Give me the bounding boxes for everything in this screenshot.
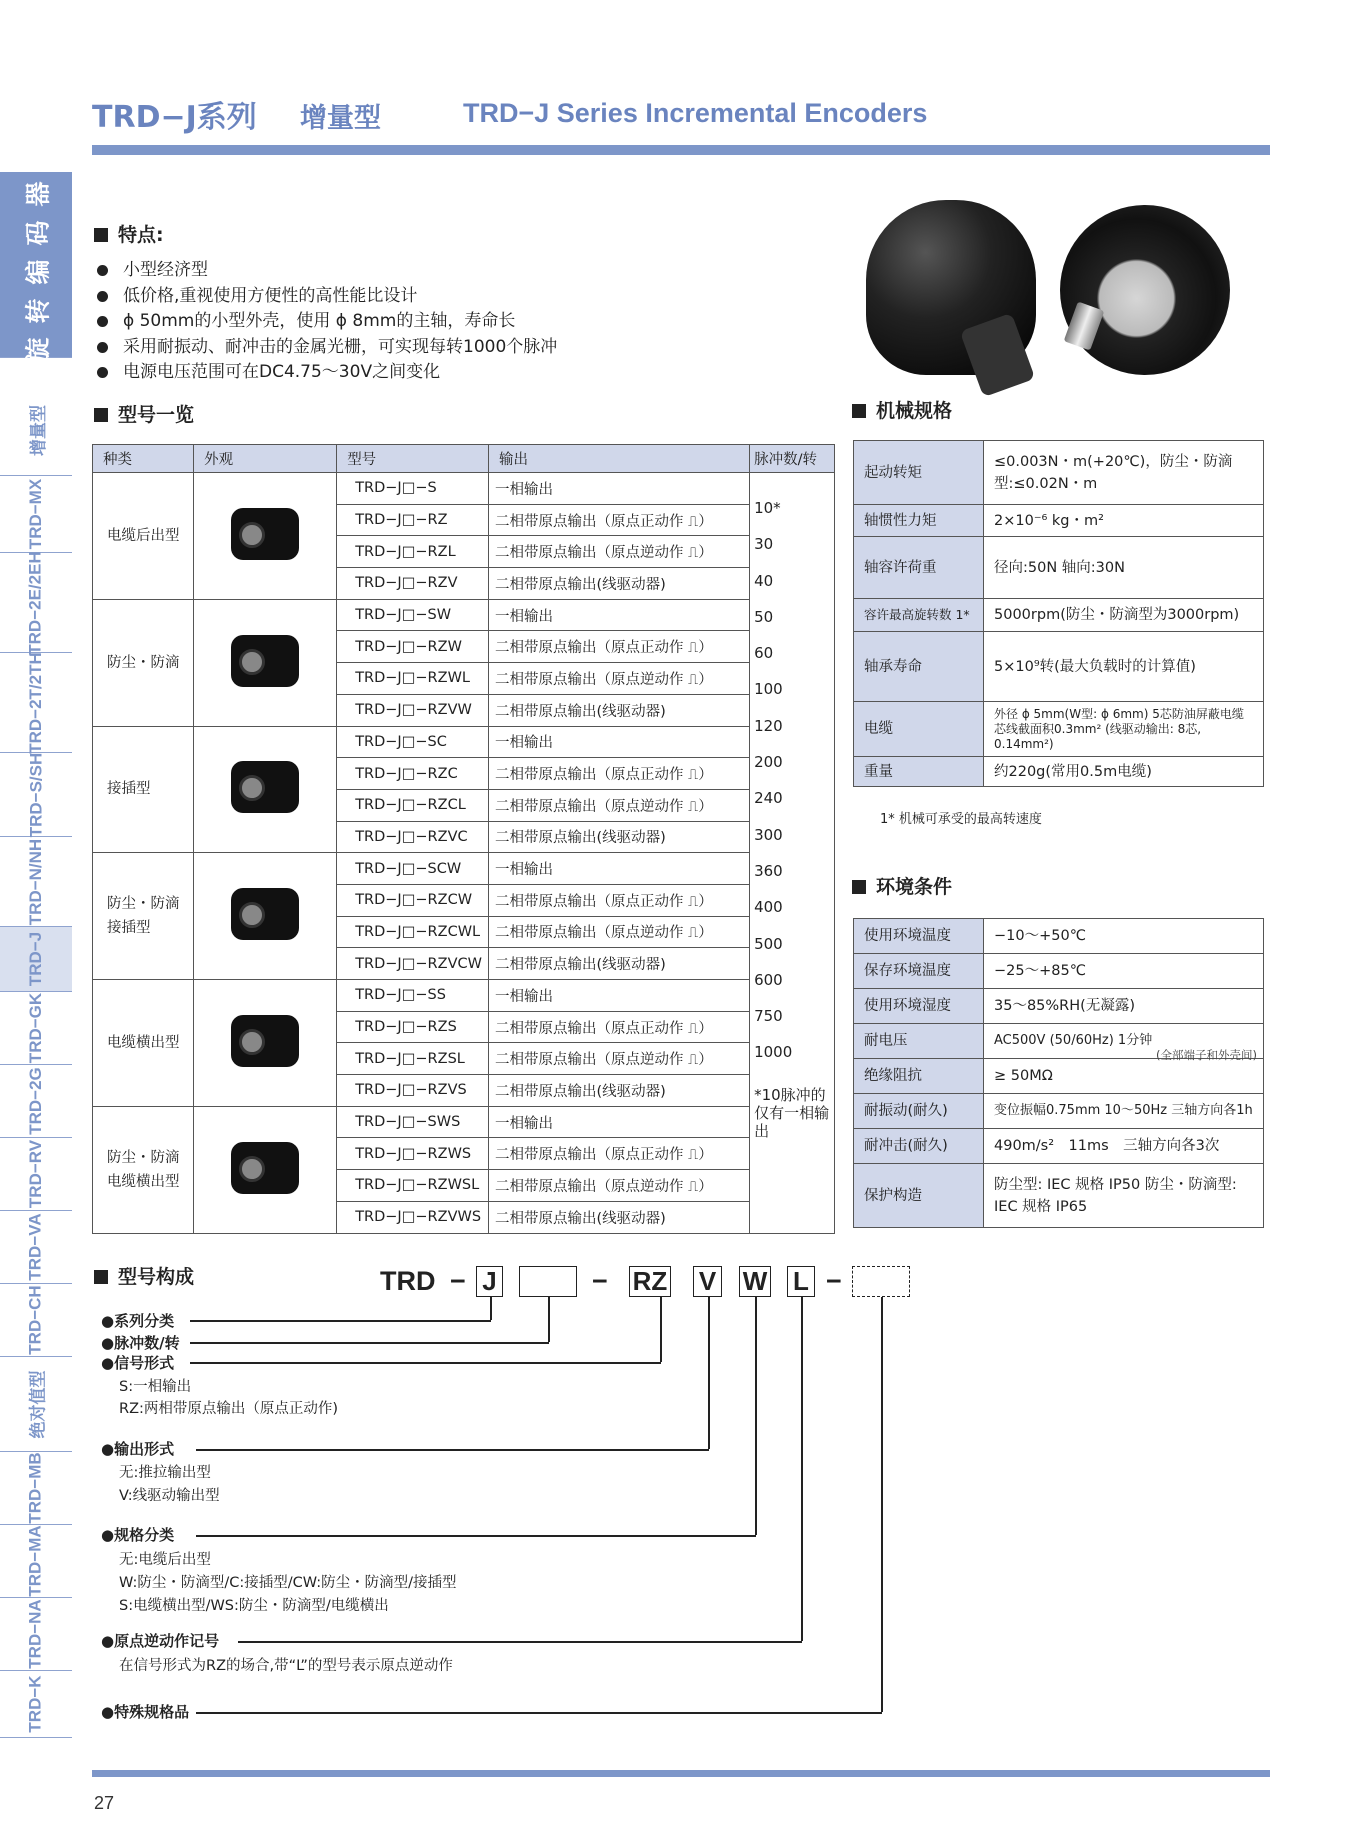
sidebar-item-2t[interactable]: TRD−2T/2TH (0, 653, 72, 753)
env-key: 保存环境温度 (854, 954, 984, 989)
sidebar-item-2e[interactable]: TRD−2E/2EH (0, 553, 72, 653)
code-dash: − (450, 1266, 466, 1296)
model-cell: TRD−J□−RZCW (337, 884, 489, 916)
output-cell: 二相带原点输出（原点正动作 ⎍） (488, 758, 749, 790)
output-cell: 二相带原点输出(线驱动器) (488, 694, 749, 726)
col-header: 输出 (488, 445, 749, 473)
output-cell: 二相带原点输出（原点逆动作 ⎍） (488, 1170, 749, 1202)
output-cell: 二相带原点输出(线驱动器) (488, 948, 749, 980)
encoder-image (231, 888, 299, 940)
title-cn: TRD−J系列 (92, 100, 257, 135)
output-cell: 二相带原点输出（原点逆动作 ⎍） (488, 663, 749, 695)
sidebar-item-n[interactable]: TRD−N/NH (0, 837, 72, 927)
env-value: −10～+50℃ (984, 919, 1264, 954)
table-row (93, 980, 835, 1012)
output-cell: 二相带原点输出（原点正动作 ⎍） (488, 1011, 749, 1043)
structure-sub: 无:推拉输出型 (119, 1465, 211, 1481)
env-key: 使用环境湿度 (854, 989, 984, 1024)
title-en: TRD−J Series Incremental Encoders (463, 98, 928, 128)
model-cell: TRD−J□−RZV (337, 568, 489, 600)
output-cell: 一相输出 (488, 853, 749, 885)
appearance-image (194, 599, 337, 726)
pulse-value: 10* (754, 499, 781, 517)
env-key: 耐振动(耐久) (854, 1094, 984, 1129)
mech-note: 1* 机械可承受的最高转速度 (880, 812, 1042, 827)
sidebar-item-gk[interactable]: TRD−GK (0, 992, 72, 1065)
table-row (93, 853, 835, 885)
encoder-image (231, 1015, 299, 1067)
pulse-value: 300 (754, 825, 783, 844)
model-cell: TRD−J□−RZW (337, 631, 489, 663)
model-cell: TRD−J□−SS (337, 980, 489, 1012)
env-key: 保护构造 (854, 1164, 984, 1228)
model-cell: TRD−J□−RZVS (337, 1075, 489, 1107)
model-cell: TRD−J□−RZVCW (337, 948, 489, 980)
mech-value: 2×10⁻⁶ kg・m² (984, 505, 1264, 537)
col-header: 脉冲数/转 (750, 445, 835, 473)
encoder-image (231, 508, 299, 560)
model-cell: TRD−J□−RZSL (337, 1043, 489, 1075)
col-header: 型号 (337, 445, 489, 473)
type-cell: 接插型 (93, 726, 194, 853)
table-row (93, 1106, 835, 1138)
product-photo-front (1060, 205, 1230, 375)
pulse-value: 750 (754, 1007, 783, 1026)
env-value: 防尘型: IEC 规格 IP50 防尘・防滴型: IEC 规格 IP65 (984, 1164, 1264, 1228)
env-volt-note: (全部端子和外壳间) (1156, 1048, 1257, 1062)
code-dash: − (826, 1266, 842, 1296)
pulse-value: 40 (754, 571, 774, 590)
output-cell: 一相输出 (488, 599, 749, 631)
env-value: 35～85%RH(无凝露) (984, 989, 1264, 1024)
footer-bar (92, 1770, 1270, 1777)
structure-heading: 型号构成 (94, 1262, 194, 1289)
mech-key: 容许最高旋转数 1* (854, 599, 984, 632)
structure-sub: S:一相输出 (119, 1379, 192, 1395)
type-cell: 防尘・防滴 接插型 (93, 853, 194, 980)
mech-value: ≤0.003N・m(+20℃)，防尘・防滴型:≤0.02N・m (984, 441, 1264, 505)
sidebar-item-mx[interactable]: TRD−MX (0, 476, 72, 553)
col-header: 种类 (93, 445, 194, 473)
structure-sub: 无:电缆后出型 (119, 1552, 211, 1568)
model-cell: TRD−J□−RZL (337, 536, 489, 568)
model-cell: TRD−J□−RZWL (337, 663, 489, 695)
mech-value: 5×10⁹转(最大负载时的计算值) (984, 632, 1264, 702)
pulse-value: 500 (754, 934, 783, 953)
code-trd: TRD (380, 1266, 436, 1296)
code-box-pulse (519, 1266, 577, 1297)
model-cell: TRD−J□−SC (337, 726, 489, 758)
sidebar-item-incremental[interactable]: 增量型 (0, 386, 72, 476)
output-cell: 二相带原点输出(线驱动器) (488, 821, 749, 853)
model-cell: TRD−J□−RZCWL (337, 916, 489, 948)
pulse-value: 100 (754, 680, 783, 699)
appearance-image (194, 980, 337, 1107)
appearance-image (194, 726, 337, 853)
env-table (853, 918, 1264, 1228)
env-value: 490m/s² 11ms 三轴方向各3次 (984, 1129, 1264, 1164)
output-cell: 二相带原点输出（原点逆动作 ⎍） (488, 1043, 749, 1075)
model-cell: TRD−J□−RZVC (337, 821, 489, 853)
mech-key: 轴承寿命 (854, 632, 984, 702)
mech-key: 电缆 (854, 702, 984, 757)
output-cell: 一相输出 (488, 726, 749, 758)
model-cell: TRD−J□−RZCL (337, 789, 489, 821)
structure-sub: 在信号形式为RZ的场合,带“L”的型号表示原点逆动作 (119, 1658, 453, 1674)
pulse-value: 400 (754, 898, 783, 917)
mech-value: 外径 ϕ 5mm(W型: ϕ 6mm) 5芯防油屏蔽电缆芯线截面积0.3mm² (线驱动输出: 8芯, 0.14mm²) (984, 702, 1264, 757)
pulse-value: 600 (754, 970, 783, 989)
type-cell: 电缆横出型 (93, 980, 194, 1107)
col-header: 外观 (194, 445, 337, 473)
table-row (93, 726, 835, 758)
table-row (93, 473, 835, 505)
env-value: 变位振幅0.75mm 10～50Hz 三轴方向各1h (984, 1094, 1264, 1129)
model-cell: TRD−J□−RZWS (337, 1138, 489, 1170)
output-cell: 一相输出 (488, 980, 749, 1012)
encoder-image (231, 1142, 299, 1194)
sidebar-item-j[interactable]: TRD−J (0, 927, 72, 992)
pulse-value: 120 (754, 716, 783, 735)
appearance-image (194, 1106, 337, 1233)
output-cell: 二相带原点输出（原点逆动作 ⎍） (488, 916, 749, 948)
feature-item: ϕ 50mm的小型外壳，使用 ϕ 8mm的主轴，寿命长 (95, 309, 557, 335)
mech-key: 轴惯性力矩 (854, 505, 984, 537)
structure-item: ●规格分类 (101, 1526, 175, 1544)
structure-sub: W:防尘・防滴型/C:接插型/CW:防尘・防滴型/接插型 (119, 1575, 457, 1591)
env-value: ≥ 50MΩ (984, 1059, 1264, 1094)
code-dash: − (592, 1266, 608, 1296)
pulse-value: 1000 (754, 1043, 793, 1062)
model-cell: TRD−J□−RZS (337, 1011, 489, 1043)
env-value: −25～+85℃ (984, 954, 1264, 989)
type-cell: 电缆后出型 (93, 473, 194, 600)
output-cell: 二相带原点输出（原点正动作 ⎍） (488, 631, 749, 663)
pulse-value: 240 (754, 789, 783, 808)
model-cell: TRD−J□−SCW (337, 853, 489, 885)
sidebar-item-na[interactable]: TRD−NA (0, 1598, 72, 1671)
pulse-note: *10脉冲的仅有一相输出 (754, 1085, 830, 1140)
encoder-image (231, 761, 299, 813)
type-cell: 防尘・防滴 (93, 599, 194, 726)
model-cell: TRD−J□−RZ (337, 504, 489, 536)
env-key: 绝缘阻抗 (854, 1059, 984, 1094)
output-cell: 二相带原点输出(线驱动器) (488, 568, 749, 600)
env-key: 耐冲击(耐久) (854, 1129, 984, 1164)
mech-key: 轴容许荷重 (854, 537, 984, 599)
sidebar-item-rv[interactable]: TRD−RV (0, 1138, 72, 1211)
code-box-reverse: L (787, 1266, 815, 1297)
table-row (93, 599, 835, 631)
sidebar-item-rotary-encoder[interactable]: 旋转编码器 (0, 172, 72, 358)
code-box-series: J (476, 1266, 503, 1297)
pulse-value: 50 (754, 607, 774, 626)
code-box-signal: RZ (629, 1266, 671, 1297)
appearance-image (194, 853, 337, 980)
code-box-special (852, 1266, 910, 1297)
structure-sub: S:电缆横出型/WS:防尘・防滴型/电缆横出 (119, 1598, 389, 1614)
structure-item: ●原点逆动作记号 (101, 1632, 220, 1650)
structure-item: ●输出形式 (101, 1440, 175, 1458)
type-cell: 防尘・防滴 电缆横出型 (93, 1106, 194, 1233)
structure-item: ●信号形式 (101, 1354, 175, 1372)
model-cell: TRD−J□−RZC (337, 758, 489, 790)
structure-sub: RZ:两相带原点输出（原点正动作) (119, 1401, 339, 1417)
model-list-heading: 型号一览 (94, 400, 194, 427)
structure-sub: V:线驱动输出型 (119, 1488, 220, 1504)
pulse-value: 30 (754, 535, 774, 554)
env-key: 使用环境温度 (854, 919, 984, 954)
feature-item: 电源电压范围可在DC4.75～30V之间变化 (95, 360, 557, 386)
output-cell: 一相输出 (488, 473, 749, 505)
code-box-spec: W (739, 1266, 771, 1297)
sidebar-item-ma[interactable]: TRD−MA (0, 1525, 72, 1598)
mech-table (853, 440, 1264, 787)
env-heading: 环境条件 (852, 872, 952, 899)
mech-value: 径向:50N 轴向:30N (984, 537, 1264, 599)
features-heading: 特点: (94, 220, 164, 247)
output-cell: 二相带原点输出（原点逆动作 ⎍） (488, 789, 749, 821)
output-cell: 二相带原点输出（原点正动作 ⎍） (488, 884, 749, 916)
structure-item: ●脉冲数/转 (101, 1334, 180, 1352)
model-cell: TRD−J□−SW (337, 599, 489, 631)
title-cn-type: 增量型 (300, 103, 381, 134)
page-number: 27 (94, 1793, 115, 1813)
sidebar-item-ch[interactable]: TRD−CH (0, 1284, 72, 1357)
structure-item: ●系列分类 (101, 1312, 175, 1330)
model-cell: TRD−J□−RZVW (337, 694, 489, 726)
encoder-image (231, 635, 299, 687)
sidebar-item-2g[interactable]: TRD−2G (0, 1065, 72, 1138)
appearance-image (194, 473, 337, 600)
mech-heading: 机械规格 (852, 396, 952, 423)
header-bar (92, 145, 1270, 155)
output-cell: 二相带原点输出(线驱动器) (488, 1201, 749, 1233)
env-key: 耐电压 (854, 1024, 984, 1059)
sidebar-item-mb[interactable]: TRD−MB (0, 1452, 72, 1525)
mech-key: 重量 (854, 757, 984, 787)
model-cell: TRD−J□−S (337, 473, 489, 505)
model-list-table (92, 444, 835, 1234)
feature-item: 采用耐振动、耐冲击的金属光栅，可实现每转1000个脉冲 (95, 335, 557, 361)
pulse-value: 60 (754, 644, 774, 663)
output-cell: 一相输出 (488, 1106, 749, 1138)
mech-value: 5000rpm(防尘・防滴型为3000rpm) (984, 599, 1264, 632)
model-cell: TRD−J□−SWS (337, 1106, 489, 1138)
output-cell: 二相带原点输出（原点正动作 ⎍） (488, 1138, 749, 1170)
structure-item: ●特殊规格品 (101, 1703, 190, 1721)
output-cell: 二相带原点输出（原点正动作 ⎍） (488, 504, 749, 536)
pulse-value: 200 (754, 753, 783, 772)
sidebar-item-va[interactable]: TRD−VA (0, 1211, 72, 1284)
pulse-value: 360 (754, 861, 783, 880)
output-cell: 二相带原点输出（原点逆动作 ⎍） (488, 536, 749, 568)
mech-value: 约220g(常用0.5m电缆) (984, 757, 1264, 787)
output-cell: 二相带原点输出(线驱动器) (488, 1075, 749, 1107)
code-box-output: V (693, 1266, 722, 1297)
model-cell: TRD−J□−RZVWS (337, 1201, 489, 1233)
model-cell: TRD−J□−RZWSL (337, 1170, 489, 1202)
pulse-cell (750, 473, 835, 1234)
sidebar-item-k[interactable]: TRD−K (0, 1671, 72, 1738)
sidebar-item-s[interactable]: TRD−S/SH (0, 753, 72, 837)
feature-item: 低价格,重视使用方便性的高性能比设计 (95, 284, 557, 310)
sidebar-item-absolute[interactable]: 绝对值型 (0, 1357, 72, 1452)
feature-item: 小型经济型 (95, 258, 557, 284)
env-value: AC500V (50/60Hz) 1分钟 (全部端子和外壳间) (984, 1024, 1264, 1059)
features-list (95, 258, 557, 386)
mech-key: 起动转矩 (854, 441, 984, 505)
